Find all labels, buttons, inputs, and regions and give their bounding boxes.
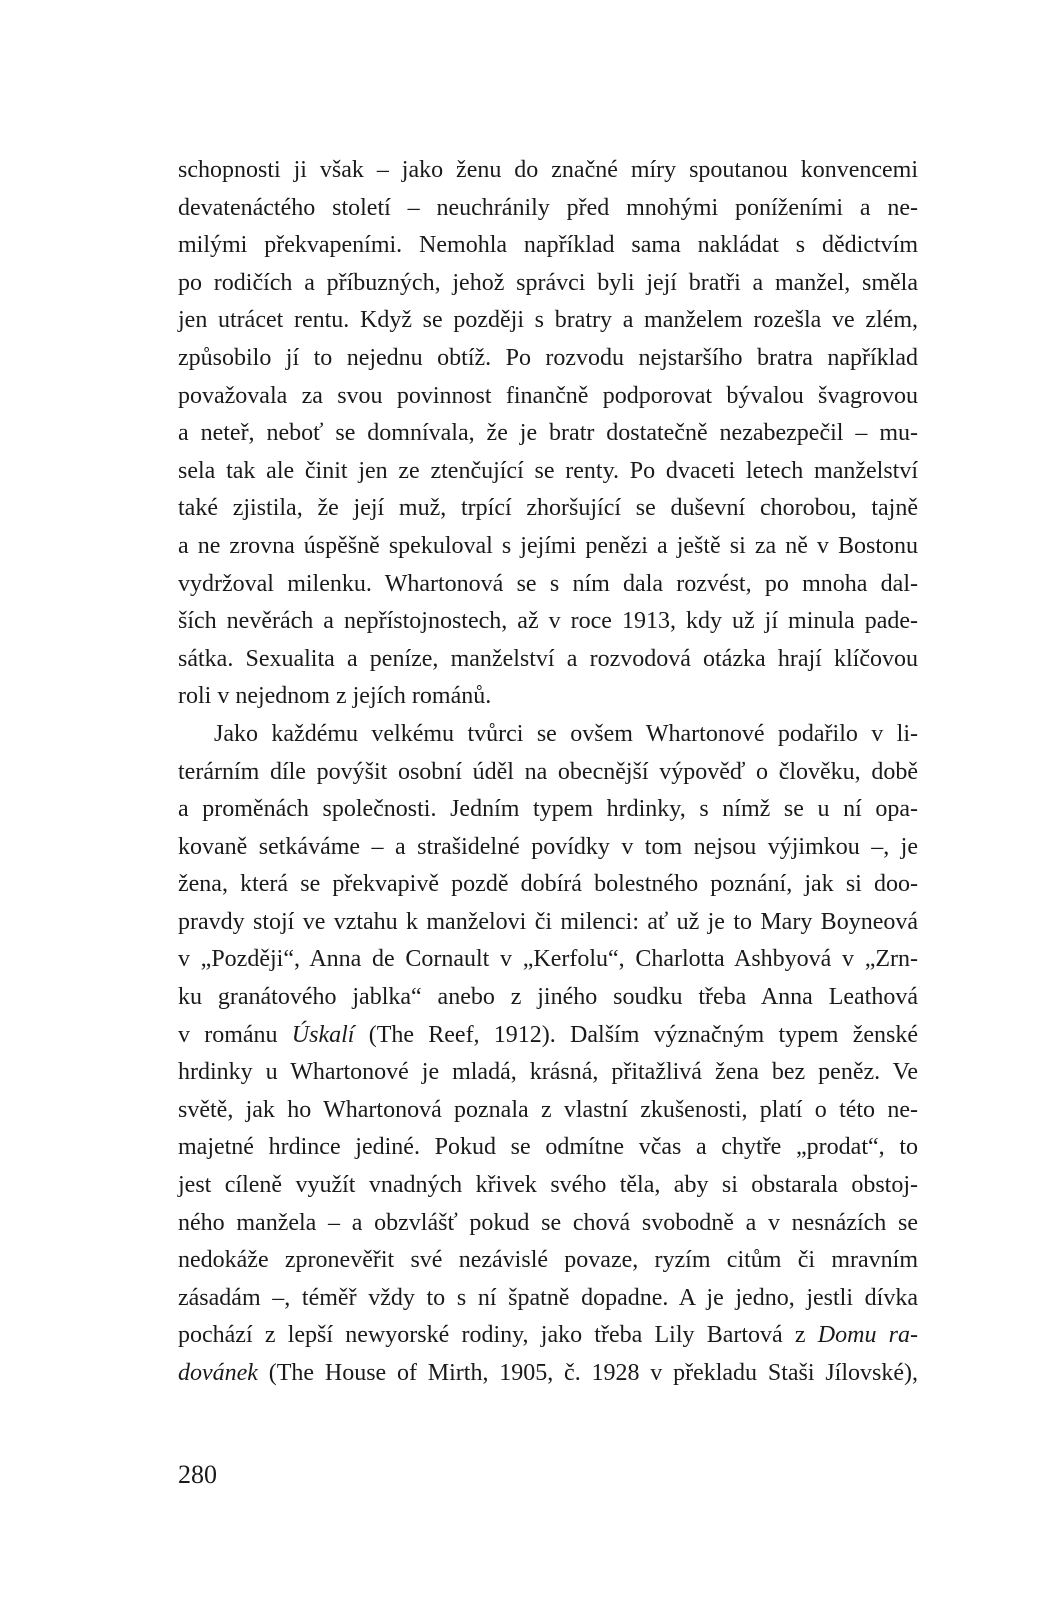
text-run: pravdy stojí ve vztahu k manželovi či milenci: ať už je to Mary Boyneová bbox=[178, 908, 918, 935]
text-line bbox=[178, 829, 918, 867]
text-run: ku granátového jablka“ anebo z jiného soudku třeba Anna Leathová bbox=[178, 984, 918, 1011]
text-line bbox=[178, 754, 918, 792]
text-run: také zjistila, že její muž, trpící zhoršující se duševní chorobou, tajně bbox=[178, 495, 918, 522]
text-run: po rodičích a příbuzných, jehož správci byli její bratři a manžel, směla bbox=[178, 269, 918, 296]
text-line bbox=[178, 1242, 918, 1280]
text-run: sátka. Sexualita a peníze, manželství a rozvodová otázka hrají klíčovou bbox=[178, 645, 918, 672]
text-line bbox=[178, 490, 918, 528]
text-line bbox=[178, 866, 918, 904]
text-line bbox=[178, 1092, 918, 1130]
text-run: kovaně setkáváme – a strašidelné povídky v tom nejsou výjimkou –, je bbox=[178, 833, 918, 860]
text-line bbox=[178, 641, 918, 679]
text-line bbox=[178, 941, 918, 979]
text-run: a proměnách společnosti. Jedním typem hrdinky, s nímž se u ní opa- bbox=[178, 796, 918, 823]
text-run: majetné hrdince jediné. Pokud se odmítne včas a chytře „prodat“, to bbox=[178, 1134, 918, 1161]
text-line bbox=[178, 791, 918, 829]
text-line bbox=[178, 716, 918, 754]
text-run: terárním díle povýšit osobní úděl na obecnější výpověď o člověku, době bbox=[178, 758, 918, 785]
text-run: světě, jak ho Whartonová poznala z vlastní zkušenosti, platí o této ne- bbox=[178, 1096, 918, 1123]
text-run: způsobilo jí to nejednu obtíž. Po rozvodu nejstaršího bratra například bbox=[178, 344, 918, 371]
text-run: jest cíleně využít vnadných křivek svého těla, aby si obstarala obstoj- bbox=[178, 1172, 918, 1199]
text-line bbox=[178, 302, 918, 340]
text-line bbox=[178, 904, 918, 942]
body-text bbox=[178, 152, 918, 1393]
text-run: milými překvapeními. Nemohla například sama nakládat s dědictvím bbox=[178, 232, 918, 259]
text-line bbox=[178, 378, 918, 416]
text-line bbox=[178, 1129, 918, 1167]
text-run: sela tak ale činit jen ze ztenčující se renty. Po dvaceti letech manželství bbox=[178, 457, 918, 484]
text-run: v „Později“, Anna de Cornault v „Kerfolu“, Charlotta Ashbyová v „Zrn- bbox=[178, 946, 918, 973]
text-run: nedokáže zpronevěřit své nezávislé povaze, ryzím citům či mravním bbox=[178, 1247, 918, 1274]
text-line bbox=[178, 678, 918, 716]
text-line bbox=[178, 190, 918, 228]
text-run: jen utrácet rentu. Když se později s bratry a manželem rozešla ve zlém, bbox=[178, 307, 918, 334]
text-line bbox=[178, 1054, 918, 1092]
text-line bbox=[178, 1205, 918, 1243]
page-number: 280 bbox=[178, 1460, 217, 1489]
text-line bbox=[178, 1017, 918, 1055]
paragraph bbox=[178, 716, 918, 1393]
italic-title: Úskalí bbox=[291, 1021, 355, 1048]
text-line bbox=[178, 1355, 918, 1393]
text-run: v románu bbox=[178, 1021, 292, 1048]
text-line bbox=[178, 1317, 918, 1355]
text-line bbox=[178, 566, 918, 604]
text-run: (The House of Mirth, 1905, č. 1928 v překladu Staši Jílovské), bbox=[257, 1360, 918, 1386]
text-run: hrdinky u Whartonové je mladá, krásná, přitažlivá žena bez peněz. Ve bbox=[178, 1059, 918, 1086]
text-line bbox=[178, 152, 918, 190]
text-line bbox=[178, 340, 918, 378]
italic-title: dovánek bbox=[178, 1360, 258, 1386]
text-run: žena, která se překvapivě pozdě dobírá bolestného poznání, jak si doo- bbox=[178, 871, 918, 898]
text-line bbox=[178, 979, 918, 1017]
text-line bbox=[178, 528, 918, 566]
text-run: schopnosti ji však – jako ženu do značné míry spoutanou konvencemi bbox=[178, 157, 918, 183]
text-line bbox=[178, 453, 918, 491]
text-run: ších nevěrách a nepřístojnostech, až v roce 1913, kdy už jí minula pade- bbox=[178, 608, 918, 635]
text-run: pochází z lepší newyorské rodiny, jako třeba Lily Bartová z bbox=[178, 1322, 818, 1349]
text-run: zásadám –, téměř vždy to s ní špatně dopadne. A je jedno, jestli dívka bbox=[178, 1284, 918, 1311]
text-run: devatenáctého století – neuchránily před mnohými poníženími a ne- bbox=[178, 194, 918, 221]
paragraph bbox=[178, 152, 918, 716]
text-run: ného manžela – a obzvlášť pokud se chová svobodně a v nesnázích se bbox=[178, 1209, 918, 1236]
text-run: (The Reef, 1912). Dalším význačným typem ženské bbox=[354, 1021, 918, 1048]
italic-title: Domu ra- bbox=[817, 1322, 918, 1349]
text-run: a neteř, neboť se domnívala, že je bratr dostatečně nezabezpečil – mu- bbox=[178, 420, 918, 447]
text-line bbox=[178, 265, 918, 303]
text-run: vydržoval milenku. Whartonová se s ním dala rozvést, po mnoha dal- bbox=[178, 570, 918, 597]
text-run: roli v nejednom z jejích románů. bbox=[178, 683, 492, 710]
text-run: a ne zrovna úspěšně spekuloval s jejími penězi a ještě si za ně v Bostonu bbox=[178, 532, 918, 559]
text-line bbox=[178, 227, 918, 265]
text-run: považovala za svou povinnost finančně podporovat bývalou švagrovou bbox=[178, 382, 918, 409]
text-line bbox=[178, 1167, 918, 1205]
text-line bbox=[178, 603, 918, 641]
text-run: Jako každému velkému tvůrci se ovšem Whartonové podařilo v li- bbox=[214, 720, 918, 747]
text-line bbox=[178, 1280, 918, 1318]
text-line bbox=[178, 415, 918, 453]
